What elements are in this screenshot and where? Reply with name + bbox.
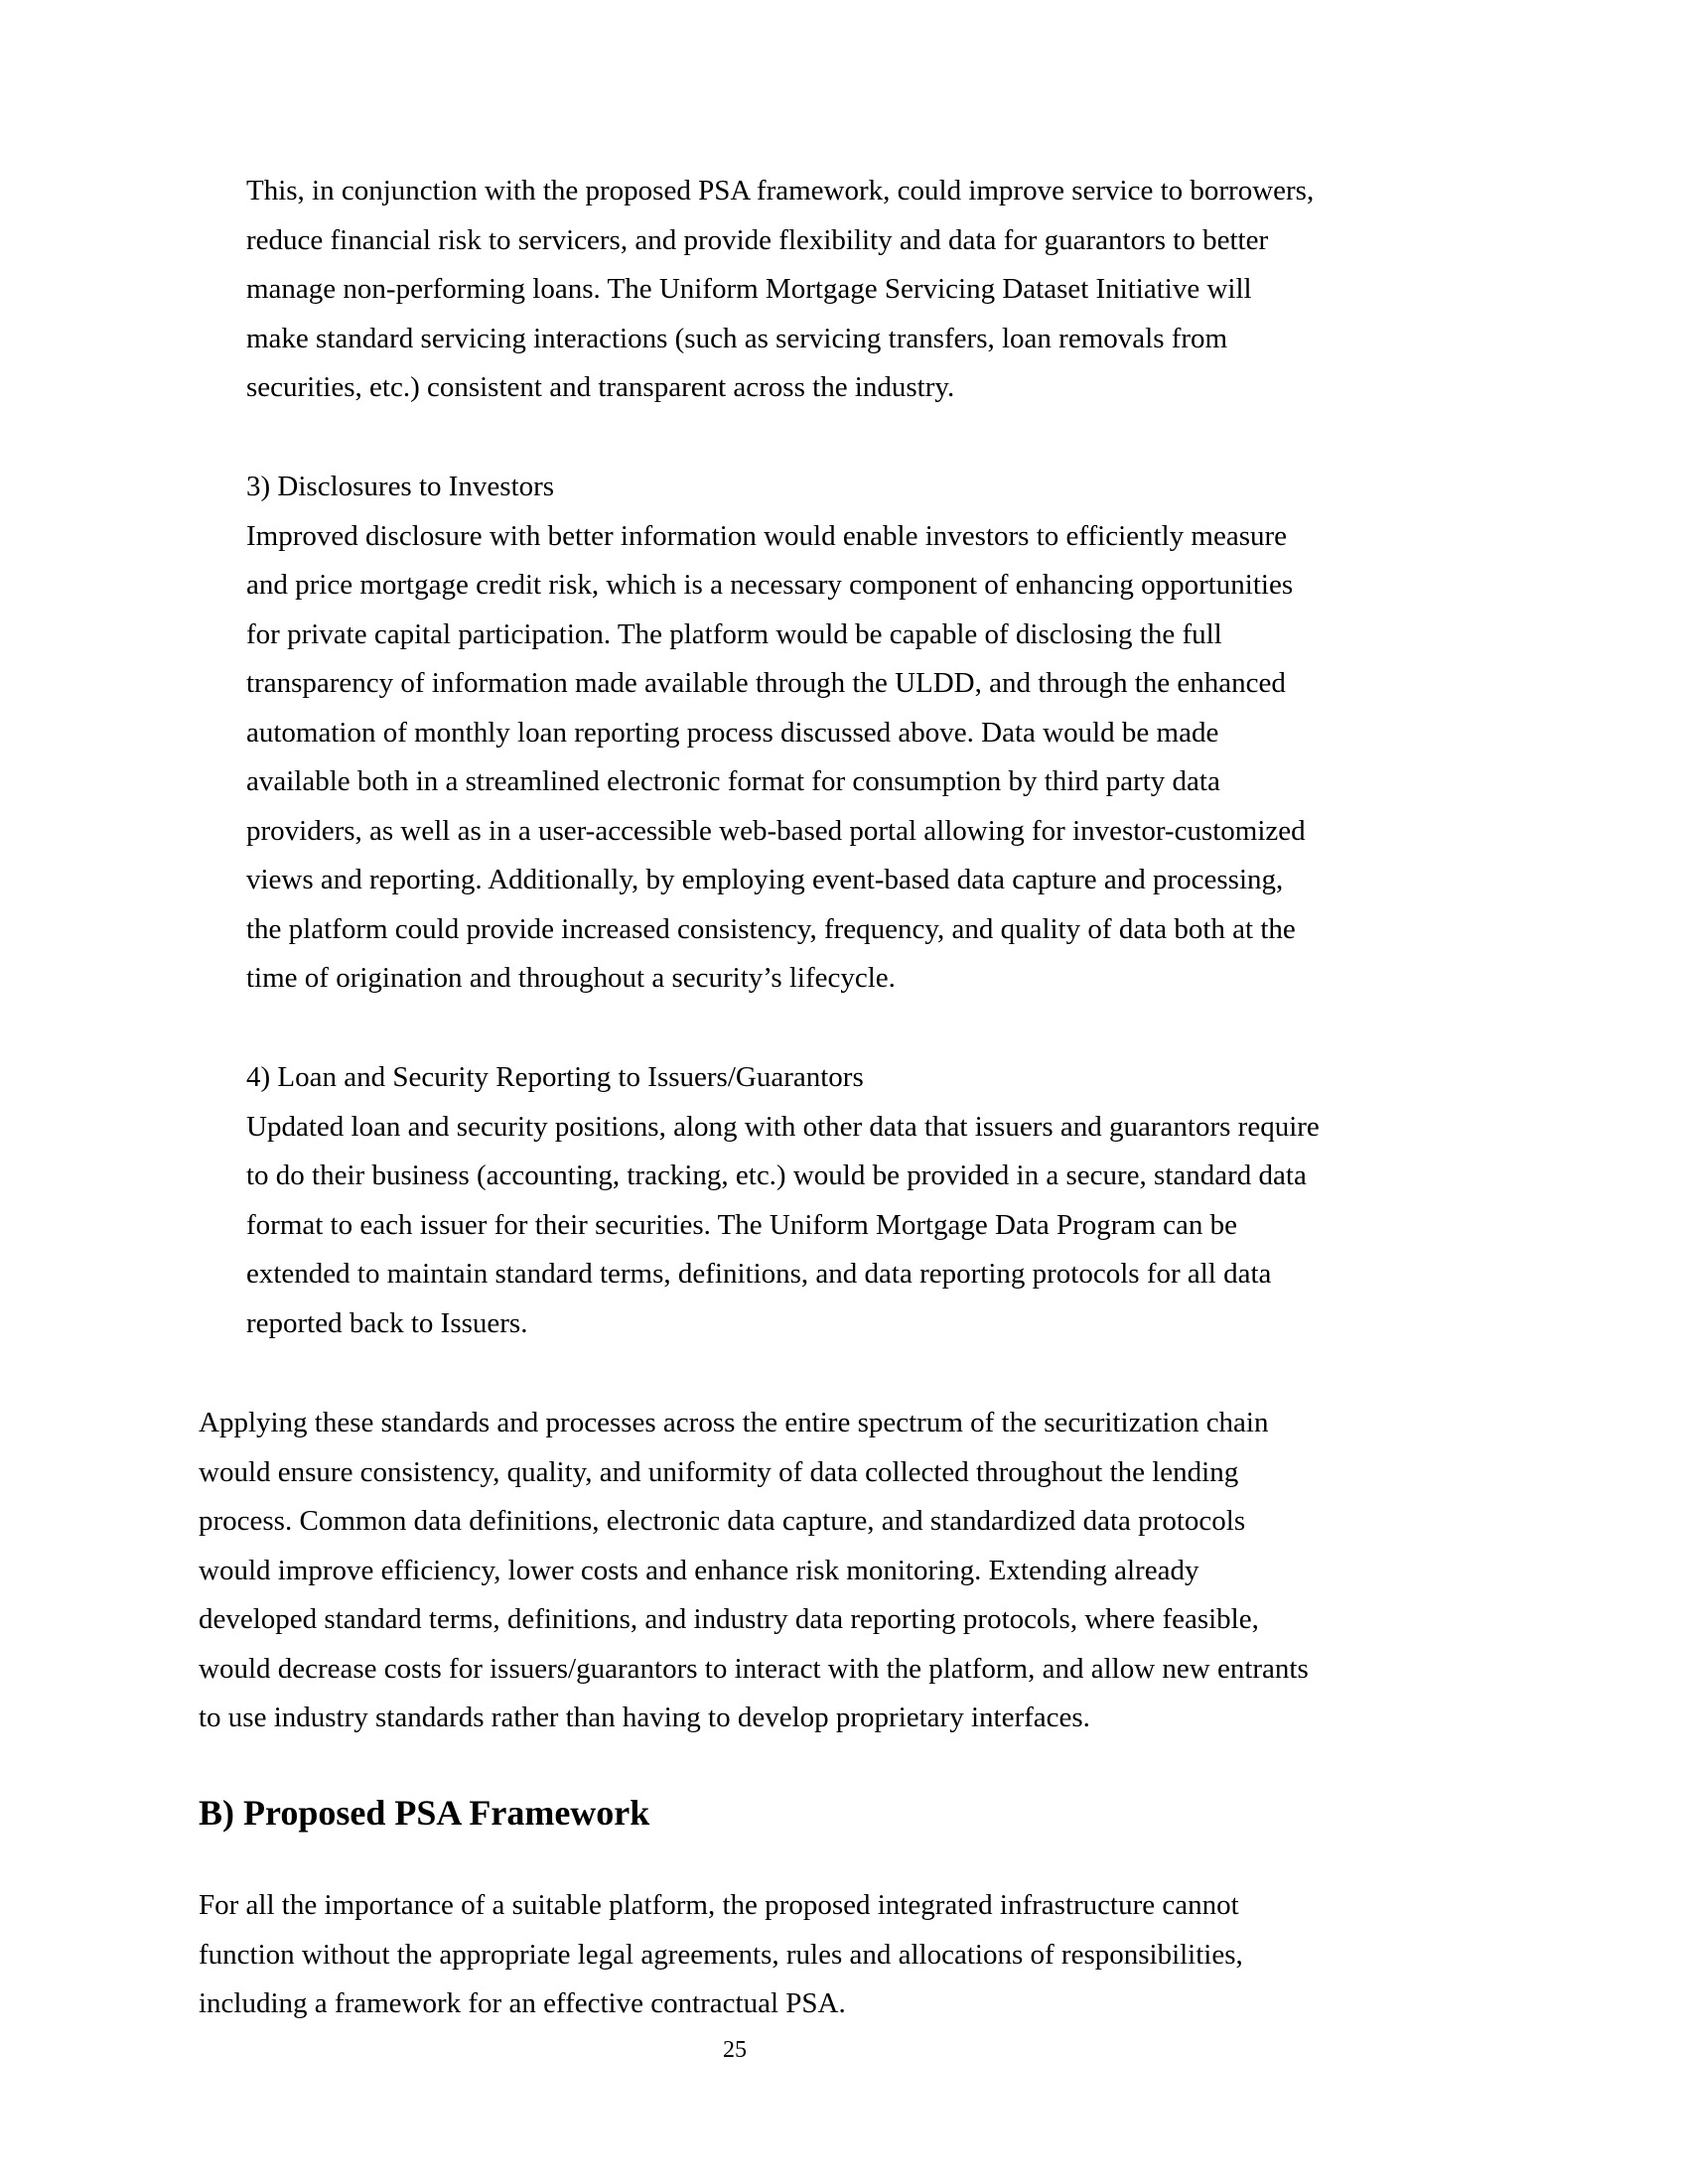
text-line: developed standard terms, definitions, and industry data reporting protocols, where feasible, bbox=[199, 1603, 1259, 1635]
text-line: Improved disclosure with better information would enable investors to efficiently measure bbox=[246, 519, 1288, 552]
section-heading: B) Proposed PSA Framework bbox=[199, 1793, 650, 1833]
text-line: format to each issuer for their securities. The Uniform Mortgage Data Program can be bbox=[246, 1208, 1238, 1241]
text-line: Applying these standards and processes across the entire spectrum of the securitization chain bbox=[199, 1407, 1269, 1438]
paragraph-applying-standards bbox=[199, 1399, 1309, 1743]
text-line: providers, as well as in a user-accessible web-based portal allowing for investor-customized bbox=[246, 814, 1306, 847]
text-line: for private capital participation. The platform would be capable of disclosing the full bbox=[246, 617, 1222, 650]
text-line: extended to maintain standard terms, definitions, and data reporting protocols for all data bbox=[246, 1258, 1272, 1290]
page-number: 25 bbox=[723, 2037, 747, 2063]
text-line: process. Common data definitions, electronic data capture, and standardized data protocols bbox=[199, 1505, 1246, 1537]
text-line: function without the appropriate legal agreements, rules and allocations of responsibilities, bbox=[199, 1938, 1243, 1971]
text-line: For all the importance of a suitable platform, the proposed integrated infrastructure cannot bbox=[199, 1889, 1239, 1921]
text-line: automation of monthly loan reporting process discussed above. Data would be made bbox=[246, 716, 1219, 749]
item-4-reporting bbox=[246, 1053, 1320, 1348]
text-line: manage non-performing loans. The Uniform Mortgage Servicing Dataset Initiative will bbox=[246, 273, 1252, 305]
item-heading: 3) Disclosures to Investors bbox=[246, 471, 555, 502]
text-line: to use industry standards rather than having to develop proprietary interfaces. bbox=[199, 1702, 1090, 1733]
text-line: This, in conjunction with the proposed PSA framework, could improve service to borrowers, bbox=[246, 175, 1315, 206]
item-3-disclosures bbox=[246, 463, 1306, 1004]
text-line: to do their business (accounting, tracking, etc.) would be provided in a secure, standard data bbox=[246, 1160, 1307, 1191]
text-line: Updated loan and security positions, along with other data that issuers and guarantors require bbox=[246, 1110, 1320, 1143]
text-line: make standard servicing interactions (such as servicing transfers, loan removals from bbox=[246, 322, 1228, 354]
text-line: and price mortgage credit risk, which is a necessary component of enhancing opportunities bbox=[246, 569, 1294, 601]
text-line: views and reporting. Additionally, by employing event-based data capture and processing, bbox=[246, 864, 1284, 895]
text-line: would improve efficiency, lower costs and enhance risk monitoring. Extending already bbox=[199, 1554, 1199, 1586]
text-line: available both in a streamlined electronic format for consumption by third party data bbox=[246, 765, 1220, 797]
text-line: time of origination and throughout a security’s lifecycle. bbox=[246, 962, 896, 994]
text-line: the platform could provide increased consistency, frequency, and quality of data both at the bbox=[246, 912, 1296, 945]
text-line: reduce financial risk to servicers, and provide flexibility and data for guarantors to better bbox=[246, 223, 1269, 256]
paragraph-psa bbox=[199, 1881, 1243, 2029]
text-line: reported back to Issuers. bbox=[246, 1306, 528, 1339]
item-heading: 4) Loan and Security Reporting to Issuers/Guarantors bbox=[246, 1061, 864, 1093]
text-line: transparency of information made available through the ULDD, and through the enhanced bbox=[246, 667, 1286, 699]
paragraph-servicing bbox=[246, 167, 1314, 413]
text-line: including a framework for an effective contractual PSA. bbox=[199, 1987, 846, 2019]
text-line: would decrease costs for issuers/guarantors to interact with the platform, and allow new entrants bbox=[199, 1652, 1309, 1685]
text-line: securities, etc.) consistent and transparent across the industry. bbox=[246, 371, 955, 403]
text-line: would ensure consistency, quality, and uniformity of data collected throughout the lending bbox=[199, 1455, 1239, 1488]
